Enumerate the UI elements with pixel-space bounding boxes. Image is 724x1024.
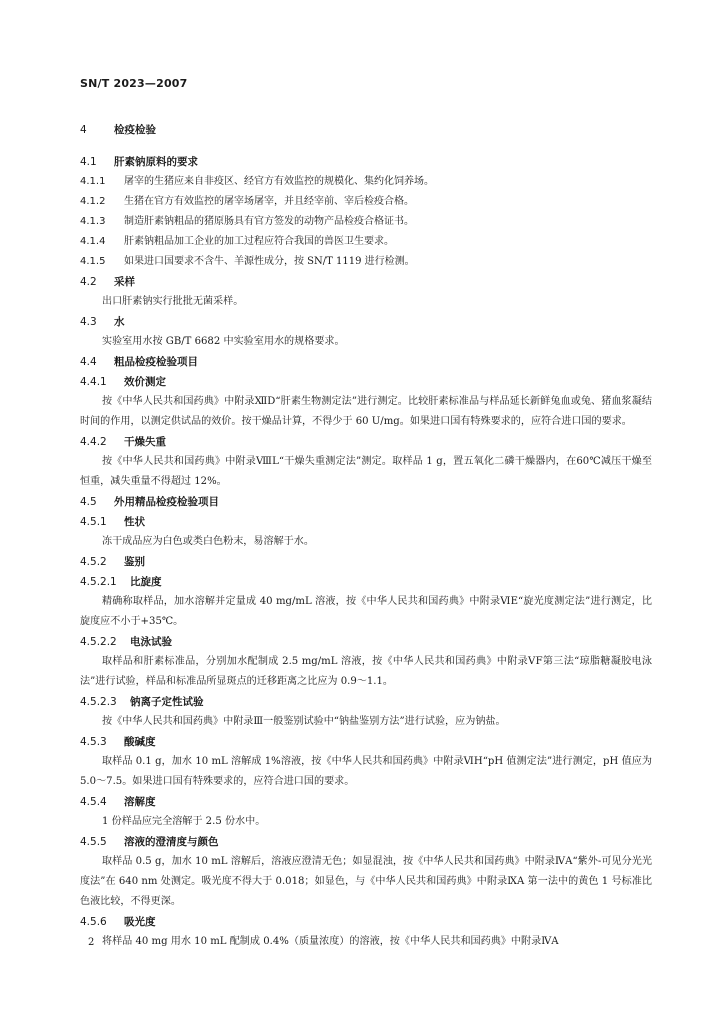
paragraph: 精确称取样品，加水溶解并定量成 40 mg/mL 溶液，按《中华人民共和国药典》中附录ⅥE“旋光度测定法”进行测定，比旋度应不小于+35℃。 bbox=[80, 596, 652, 627]
list-item: 4.1.5 如果进口国要求不含牛、羊源性成分，按 SN/T 1119 进行检测。 bbox=[80, 256, 415, 267]
subsection-heading: 4.5.2.2 电泳试验 bbox=[80, 636, 172, 648]
subsection-heading: 4.4.1 效价测定 bbox=[80, 376, 166, 388]
subsection-heading: 4.4 粗品检疫检验项目 bbox=[80, 356, 198, 368]
list-item: 4.1.3 制造肝素钠粗品的猪原肠具有官方签发的动物产品检疫合格证书。 bbox=[80, 216, 414, 227]
paragraph: 实验室用水按 GB/T 6682 中实验室用水的规格要求。 bbox=[102, 336, 345, 347]
subsection-heading: 4.5.2.1 比旋度 bbox=[80, 576, 162, 588]
subsection-heading: 4.5.1 性状 bbox=[80, 516, 145, 528]
paragraph: 按《中华人民共和国药典》中附录ⅫD“肝素生物测定法”进行测定。比较肝素标准品与样品延长新鲜兔血或兔、猪血浆凝结时间的作用，以测定供试品的效价。按干燥品计算，不得少于 60 U/mg。如果进口国有特殊要求的，应符合进口国的要求。 bbox=[80, 396, 652, 427]
paragraph: 出口肝素钠实行批批无菌采样。 bbox=[102, 296, 244, 307]
subsection-heading: 4.5.2.3 钠离子定性试验 bbox=[80, 696, 204, 708]
subsection-heading: 4.5.6 吸光度 bbox=[80, 916, 156, 928]
subsection-heading: 4.1 肝素钠原料的要求 bbox=[80, 156, 198, 168]
subsection-heading: 4.2 采样 bbox=[80, 276, 135, 288]
list-item: 4.1.4 肝素钠粗品加工企业的加工过程应符合我国的兽医卫生要求。 bbox=[80, 236, 394, 247]
list-item: 4.1.1 屠宰的生猪应来自非疫区、经官方有效监控的规模化、集约化饲养场。 bbox=[80, 176, 434, 187]
paragraph: 将样品 40 mg 用水 10 mL 配制成 0.4%（质量浓度）的溶液，按《中华人民共和国药典》中附录ⅣA bbox=[102, 936, 559, 947]
paragraph: 按《中华人民共和国药典》中附录ⅧL“干燥失重测定法”测定。取样品 1 g，置五氧化二磷干燥器内，在60℃减压干燥至恒重，减失重量不得超过 12%。 bbox=[80, 456, 652, 487]
page-number: 2 bbox=[88, 937, 95, 948]
paragraph: 1 份样品应完全溶解于 2.5 份水中。 bbox=[102, 816, 266, 827]
paragraph: 取样品和肝素标准品，分别加水配制成 2.5 mg/mL 溶液，按《中华人民共和国药典》中附录ⅤF第三法“琼脂糖凝胶电泳法”进行试验，样品和标准品所显斑点的迁移距离之比应为 0.9～1.1。 bbox=[80, 656, 652, 687]
paragraph: 取样品 0.1 g，加水 10 mL 溶解成 1%溶液，按《中华人民共和国药典》中附录ⅥH“pH 值测定法”进行测定，pH 值应为 5.0～7.5。如果进口国有特殊要求的，应符合进口国的要求。 bbox=[80, 756, 652, 787]
subsection-heading: 4.5.5 溶液的澄清度与颜色 bbox=[80, 836, 219, 848]
section-heading bbox=[80, 120, 652, 140]
document-body bbox=[80, 120, 652, 952]
standard-code-header: SN/T 2023—2007 bbox=[80, 77, 188, 90]
subsection-heading: 4.3 水 bbox=[80, 316, 125, 328]
subsection-heading: 4.4.2 干燥失重 bbox=[80, 436, 166, 448]
paragraph: 按《中华人民共和国药典》中附录Ⅲ一般鉴别试验中“钠盐鉴别方法”进行试验，应为钠盐。 bbox=[102, 716, 506, 727]
subsection-heading: 4.5.2 鉴别 bbox=[80, 556, 145, 568]
subsection-heading: 4.5.3 酸碱度 bbox=[80, 736, 156, 748]
subsection-heading: 4.5.4 溶解度 bbox=[80, 796, 156, 808]
section-number: 4 bbox=[80, 124, 87, 136]
paragraph: 冻干成品应为白色或类白色粉末，易溶解于水。 bbox=[102, 536, 314, 547]
subsection-heading: 4.5 外用精品检疫检验项目 bbox=[80, 496, 219, 508]
list-item: 4.1.2 生猪在官方有效监控的屠宰场屠宰，并且经宰前、宰后检疫合格。 bbox=[80, 196, 414, 207]
paragraph: 取样品 0.5 g，加水 10 mL 溶解后，溶液应澄清无色；如显混浊，按《中华人民共和国药典》中附录ⅣA“紫外-可见分光光度法”在 640 nm 处测定。吸光度不得大于 0.018；如显色，与《中华人民共和国药典》中附录ⅨA 第一法中的黄色 1 号标准比色液比较，不得更深。 bbox=[80, 856, 652, 907]
section-title: 检疫检验 bbox=[114, 124, 156, 136]
